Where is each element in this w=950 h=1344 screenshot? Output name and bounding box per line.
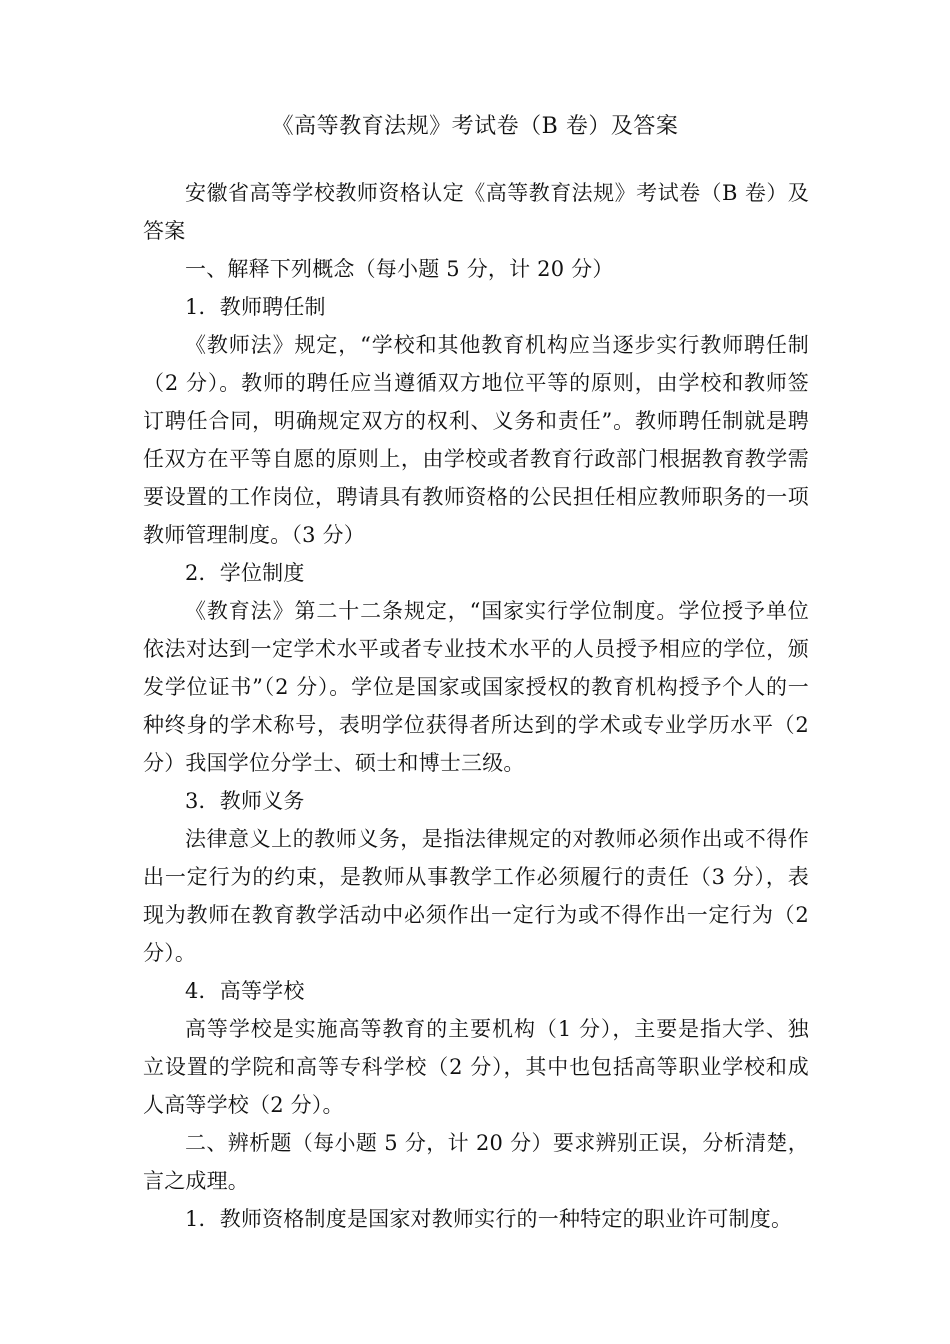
section-heading-analysis: 二、辨析题（每小题 5 分，计 20 分）要求辨别正误，分析清楚，言之成理。 xyxy=(143,1131,809,1193)
paragraph: 《教育法》第二十二条规定，“国家实行学位制度。学位授予单位依法对达到一定学术水平或者专业技术水平的人员授予相应的学位，颁发学位证书”（2 分）。学位是国家或国家授权的教育机构授予个人的一种终身的学术称号，表明学位获得者所达到的学术或专业学历水平（2 分）我国学位分学士、硕士和博士三级。 xyxy=(143,599,809,775)
section-heading-concepts: 一、解释下列概念（每小题 5 分，计 20 分） xyxy=(185,257,614,281)
item-heading: 1．教师聘任制 xyxy=(185,295,326,319)
paragraph: 高等学校是实施高等教育的主要机构（1 分），主要是指大学、独立设置的学院和高等专科学校（2 分），其中也包括高等职业学校和成人高等学校（2 分）。 xyxy=(143,1017,809,1117)
item-heading: 3．教师义务 xyxy=(185,789,305,813)
document-body xyxy=(143,174,809,1238)
item-heading: 4．高等学校 xyxy=(185,979,305,1003)
paragraph-subtitle: 安徽省高等学校教师资格认定《高等教育法规》考试卷（B 卷）及答案 xyxy=(143,181,809,243)
item-heading: 2．学位制度 xyxy=(185,561,305,585)
item-heading: 1．教师资格制度是国家对教师实行的一种特定的职业许可制度。 xyxy=(185,1207,793,1231)
paragraph: 《教师法》规定，“学校和其他教育机构应当逐步实行教师聘任制（2 分）。教师的聘任应当遵循双方地位平等的原则，由学校和教师签订聘任合同，明确规定双方的权利、义务和责任”。教师聘任制就是聘任双方在平等自愿的原则上，由学校或者教育行政部门根据教育教学需要设置的工作岗位，聘请具有教师资格的公民担任相应教师职务的一项教师管理制度。（3 分） xyxy=(143,333,809,547)
paragraph: 法律意义上的教师义务，是指法律规定的对教师必须作出或不得作出一定行为的约束，是教师从事教学工作必须履行的责任（3 分），表现为教师在教育教学活动中必须作出一定行为或不得作出一定行为（2 分）。 xyxy=(143,827,809,965)
document-title: 《高等教育法规》考试卷（B 卷）及答案 xyxy=(271,114,679,139)
